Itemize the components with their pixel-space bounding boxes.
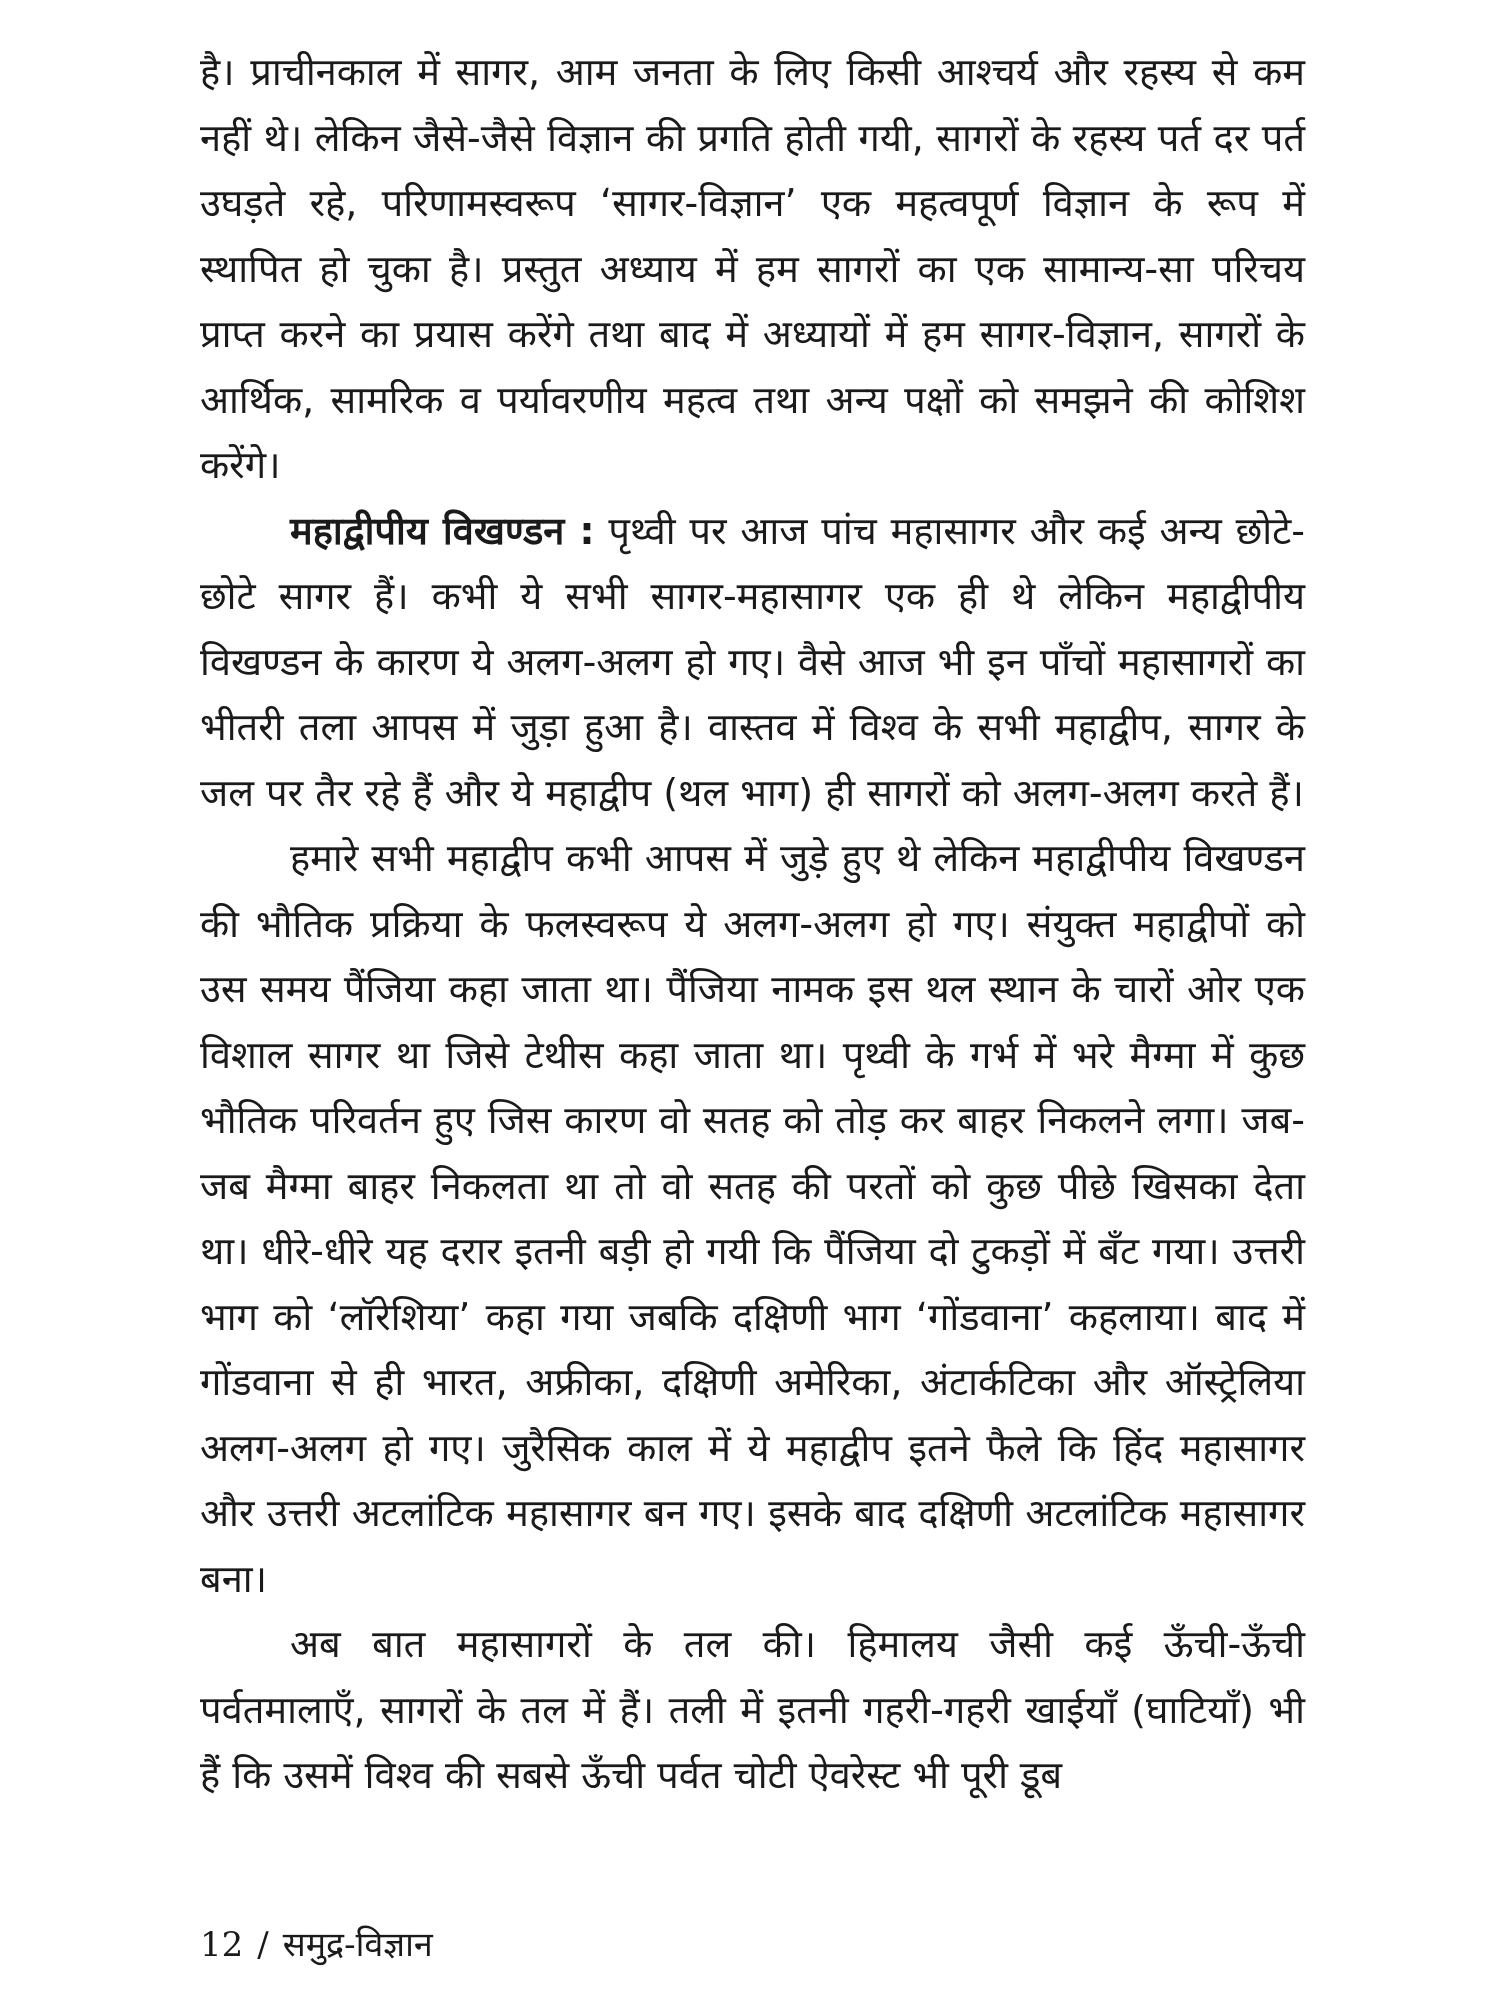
page-body <box>200 40 1305 1809</box>
book-title: समुद्र-विज्ञान <box>282 1925 433 1965</box>
paragraph-continental-drift <box>200 499 1305 827</box>
paragraph-pangaea: हमारे सभी महाद्वीप कभी आपस में जुड़े हुए थे लेकिन महाद्वीपीय विखण्डन की भौतिक प्रक्रिया के फलस्वरूप ये अलग-अलग हो गए। संयुक्त महाद्वीपों को उस समय पैंजिया कहा जाता था। पैंजिया नामक इस थल स्थान के चारों ओर एक विशाल सागर था जिसे टेथीस कहा जाता था। पृथ्वी के गर्भ में भरे मैग्मा में कुछ भौतिक परिवर्तन हुए जिस कारण वो सतह को तोड़ कर बाहर निकलने लगा। जब-जब मैग्मा बाहर निकलता था तो वो सतह की परतों को कुछ पीछे खिसका देता था। धीरे-धीरे यह दरार इतनी बड़ी हो गयी कि पैंजिया दो टुकड़ों में बँट गया। उत्तरी भाग को ‘लॉरेशिया’ कहा गया जबकि दक्षिणी भाग ‘गोंडवाना’ कहलाया। बाद में गोंडवाना से ही भारत, अफ्रीका, दक्षिणी अमेरिका, अंटार्कटिका और ऑस्ट्रेलिया अलग-अलग हो गए। जुरैसिक काल में ये महाद्वीप इतने फैले कि हिंद महासागर और उत्तरी अटलांटिक महासागर बन गए। इसके बाद दक्षिणी अटलांटिक महासागर बना। <box>200 836 1305 1601</box>
page-number: 12 <box>200 1925 244 1965</box>
paragraph-continental-drift-text: पृथ्वी पर आज पांच महासागर और कई अन्य छोटे-छोटे सागर हैं। कभी ये सभी सागर-महासागर एक ही थे लेकिन महाद्वीपीय विखण्डन के कारण ये अलग-अलग हो गए। वैसे आज भी इन पाँचों महासागरों का भीतरी तला आपस में जुड़ा हुआ है। वास्तव में विश्व के सभी महाद्वीप, सागर के जल पर तैर रहे हैं और ये महाद्वीप (थल भाग) ही सागरों को अलग-अलग करते हैं। <box>200 508 1305 815</box>
page-footer <box>200 1920 433 1966</box>
section-heading: महाद्वीपीय विखण्डन : <box>290 508 595 553</box>
paragraph-ocean-floor: अब बात महासागरों के तल की। हिमालय जैसी कई ऊँची-ऊँची पर्वतमालाएँ, सागरों के तल में हैं। तली में इतनी गहरी-गहरी खाईयाँ (घाटियाँ) भी हैं कि उसमें विश्व की सबसे ऊँची पर्वत चोटी ऐवरेस्ट भी पूरी डूब <box>200 1622 1305 1797</box>
paragraph-intro-continued: है। प्राचीनकाल में सागर, आम जनता के लिए किसी आश्चर्य और रहस्य से कम नहीं थे। लेकिन जैसे-जैसे विज्ञान की प्रगति होती गयी, सागरों के रहस्य पर्त दर पर्त उघड़ते रहे, परिणामस्वरूप ‘सागर-विज्ञान’ एक महत्वपूर्ण विज्ञान के रूप में स्थापित हो चुका है। प्रस्तुत अध्याय में हम सागरों का एक सामान्य-सा परिचय प्राप्त करने का प्रयास करेंगे तथा बाद में अध्यायों में हम सागर-विज्ञान, सागरों के आर्थिक, सामरिक व पर्यावरणीय महत्व तथा अन्य पक्षों को समझने की कोशिश करेंगे। <box>200 50 1305 487</box>
footer-separator: / <box>257 1925 269 1965</box>
